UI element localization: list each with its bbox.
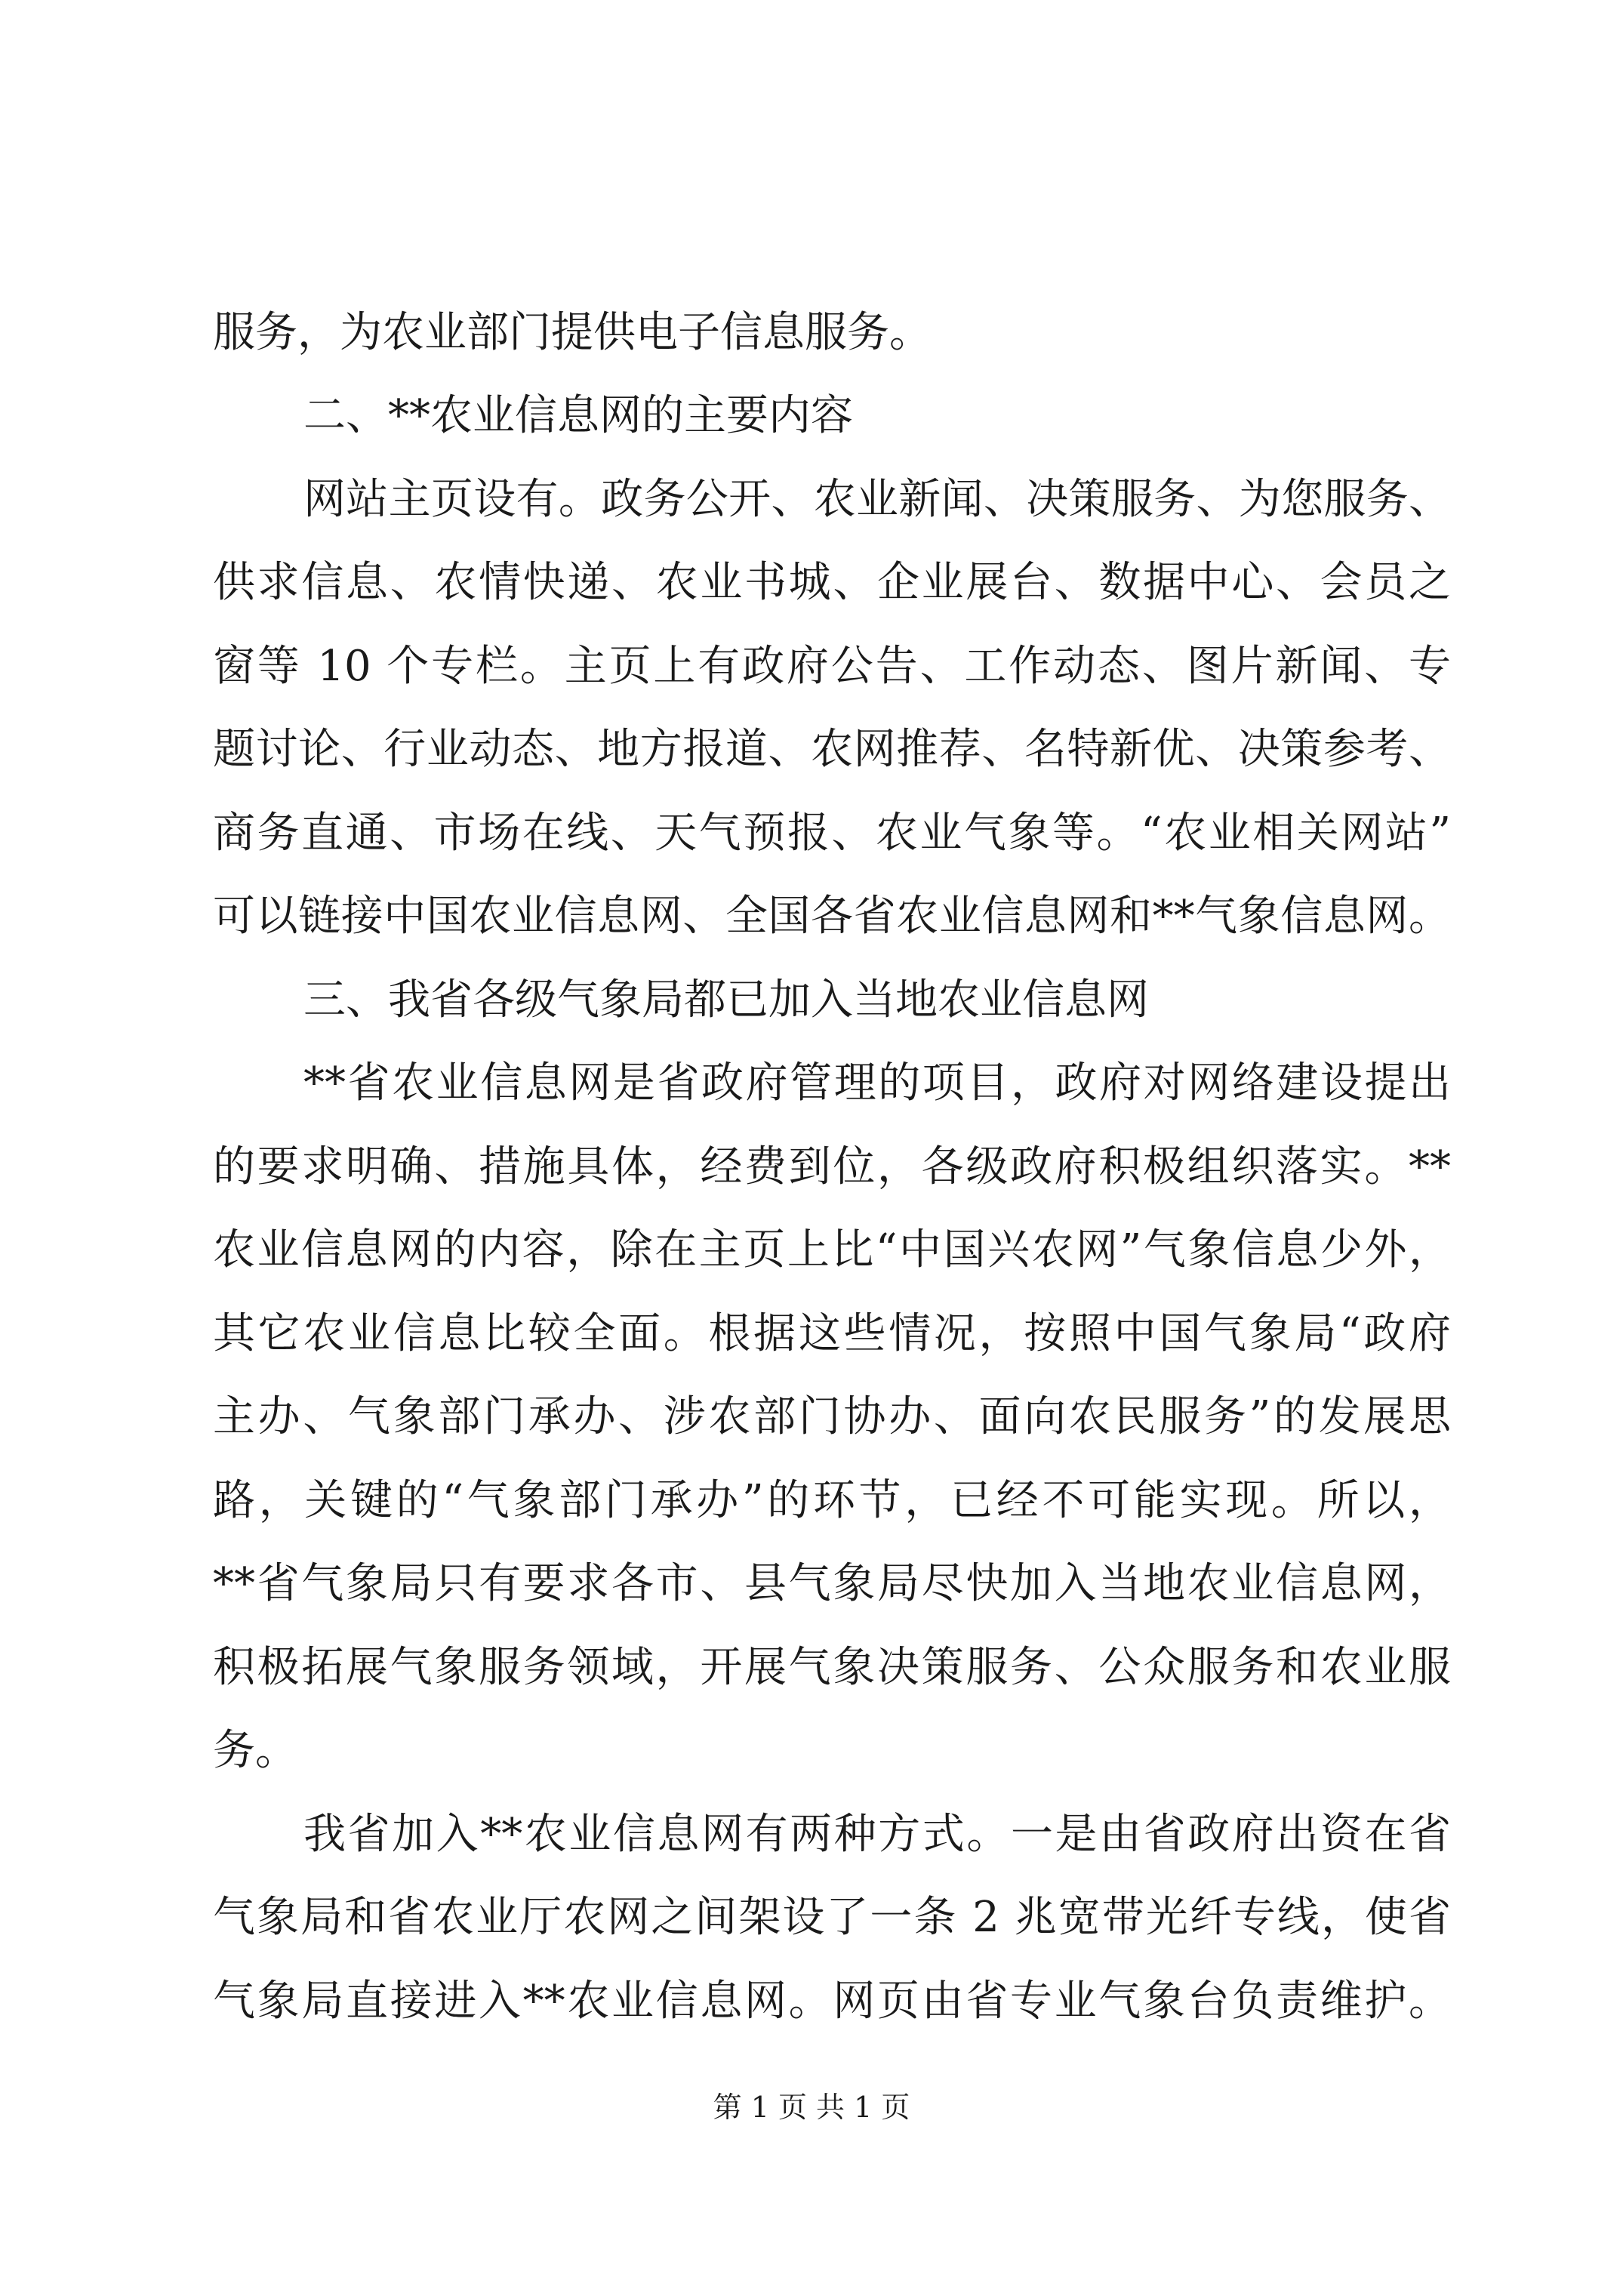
paragraph-line: 商务直通、市场在线、天气预报、农业气象等。“农业相关网站”: [213, 809, 1451, 858]
paragraph-line: 主办、气象部门承办、涉农部门协办、面向农民服务”的发展思: [213, 1392, 1451, 1441]
paragraph-line: 积极拓展气象服务领域，开展气象决策服务、公众服务和农业服: [213, 1643, 1451, 1692]
paragraph-line: 务。: [213, 1726, 297, 1775]
paragraph-line: 我省加入**农业信息网有两种方式。一是由省政府出资在省: [303, 1810, 1451, 1859]
paragraph-line: 路，关键的“气象部门承办”的环节，已经不可能实现。所以，: [213, 1476, 1451, 1525]
paragraph-line: 农业信息网的内容，除在主页上比“中国兴农网”气象信息少外，: [213, 1225, 1451, 1274]
paragraph-line: 网站主页设有。政务公开、农业新闻、决策服务、为您服务、: [303, 475, 1451, 524]
paragraph-line: 题讨论、行业动态、地方报道、农网推荐、名特新优、决策参考、: [213, 725, 1451, 774]
paragraph-line: 气象局和省农业厅农网之间架设了一条 2 兆宽带光纤专线，使省: [213, 1893, 1451, 1942]
page-number-footer: 第 1 页 共 1 页: [713, 2091, 910, 2124]
paragraph-line: 其它农业信息比较全面。根据这些情况，按照中国气象局“政府: [213, 1309, 1451, 1358]
paragraph-line: 可以链接中国农业信息网、全国各省农业信息网和**气象信息网。: [213, 892, 1451, 941]
paragraph-line: 窗等 10 个专栏。主页上有政府公告、工作动态、图片新闻、专: [213, 642, 1451, 691]
section-heading-2: 二、**农业信息网的主要内容: [303, 391, 853, 440]
paragraph-line: **省农业信息网是省政府管理的项目，政府对网络建设提出: [303, 1059, 1451, 1108]
paragraph-line: 供求信息、农情快递、农业书城、企业展台、数据中心、会员之: [213, 558, 1451, 607]
paragraph-line: **省气象局只有要求各市、县气象局尽快加入当地农业信息网，: [213, 1559, 1451, 1608]
paragraph-line: 服务，为农业部门提供电子信息服务。: [213, 308, 932, 357]
section-heading-3: 三、我省各级气象局都已加入当地农业信息网: [303, 975, 1149, 1025]
paragraph-line: 的要求明确、措施具体，经费到位，各级政府积极组织落实。**: [213, 1142, 1451, 1191]
paragraph-line: 气象局直接进入**农业信息网。网页由省专业气象台负责维护。: [213, 1977, 1451, 2026]
